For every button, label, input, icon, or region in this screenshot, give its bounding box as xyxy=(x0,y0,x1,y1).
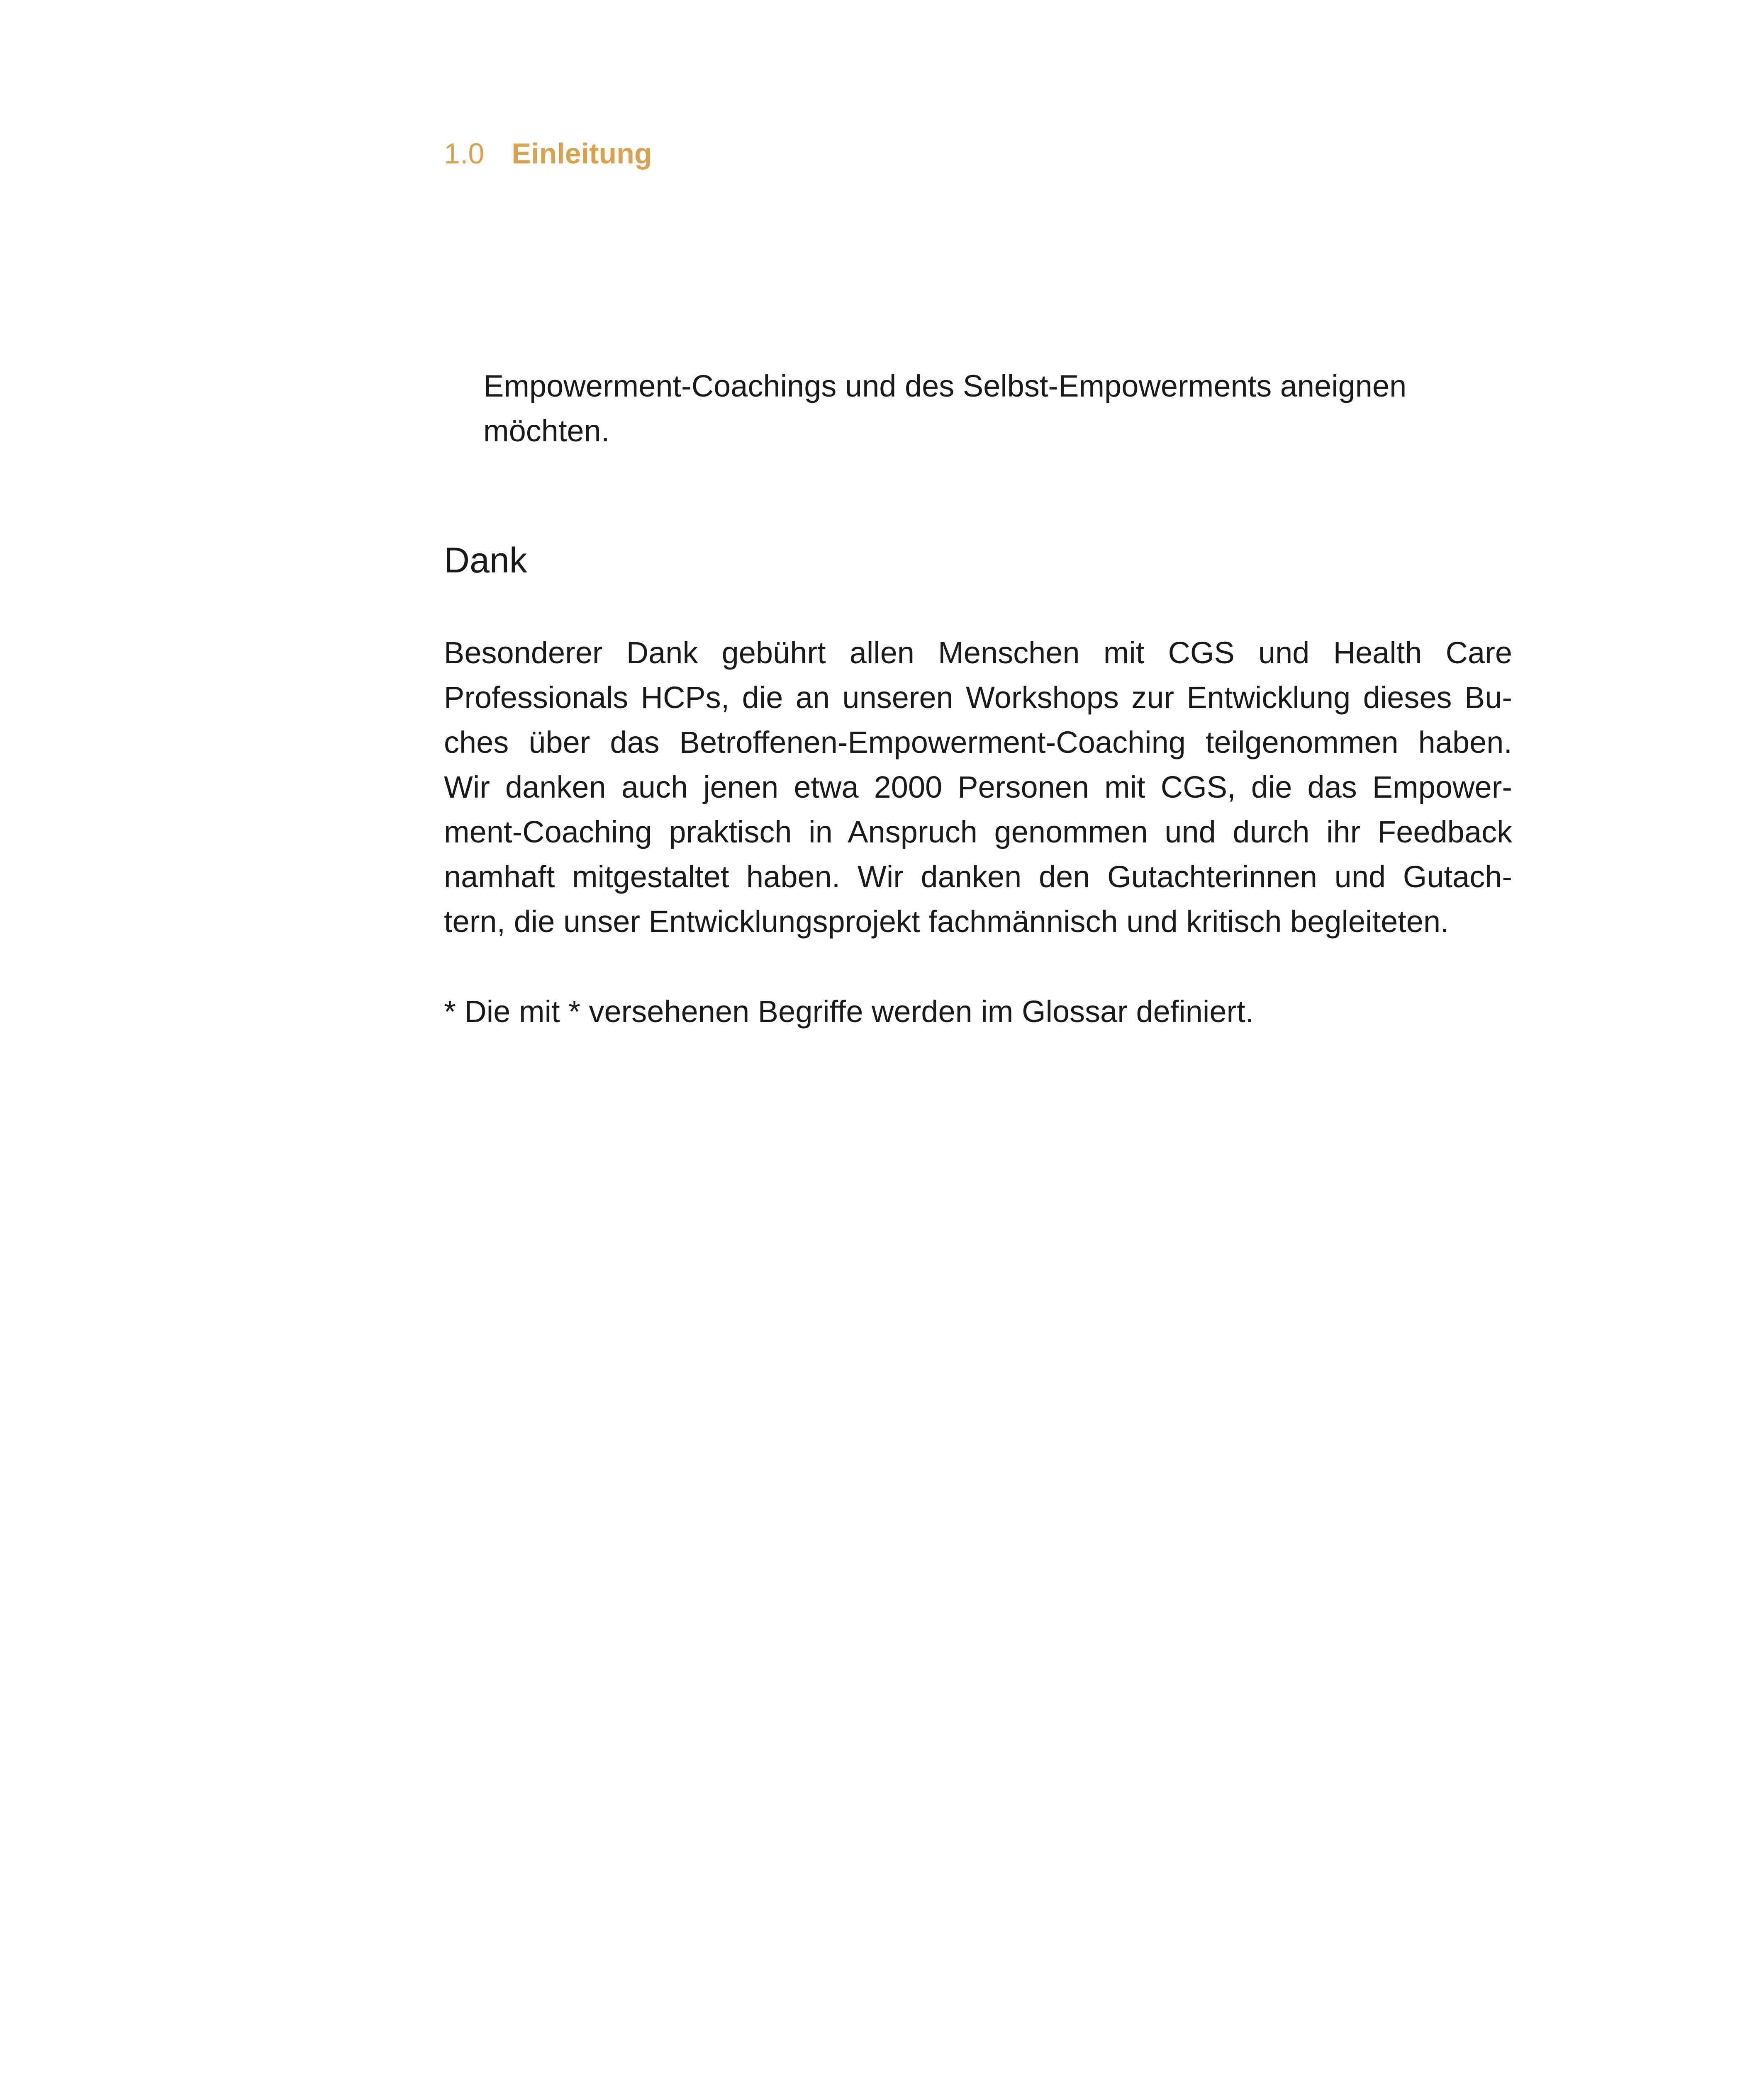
glossary-footnote: * Die mit * versehenen Begriffe werden im Glossar definiert. xyxy=(444,994,1254,1029)
paragraph-line: namhaft mitgestaltet haben. Wir danken den Gutachterinnen und Gutach- xyxy=(444,859,1512,894)
paragraph-line: ment-Coaching praktisch in Anspruch genommen und durch ihr Feedback xyxy=(444,815,1512,849)
paragraph-line: Wir danken auch jenen etwa 2000 Personen mit CGS, die das Empower- xyxy=(444,770,1512,804)
acknowledgement-paragraph xyxy=(444,630,1512,944)
paragraph-line: tern, die unser Entwicklungsprojekt fachmännisch und kritisch begleiteten. xyxy=(444,904,1449,939)
running-header xyxy=(444,139,652,168)
paragraph-line: Besonderer Dank gebührt allen Menschen mit CGS und Health Care xyxy=(444,635,1512,670)
paragraph-line: ches über das Betroffenen-Empowerment-Coaching teilgenommen haben. xyxy=(444,725,1512,759)
chapter-number: 1.0 xyxy=(444,137,485,170)
chapter-title: Einleitung xyxy=(512,137,652,170)
section-heading: Dank xyxy=(444,540,527,580)
paragraph-line: Professionals HCPs, die an unseren Workshops zur Entwicklung dieses Bu- xyxy=(444,680,1512,715)
continued-paragraph: Empowerment-Coachings und des Selbst-Empowerments aneignen möchten. xyxy=(483,369,1407,448)
